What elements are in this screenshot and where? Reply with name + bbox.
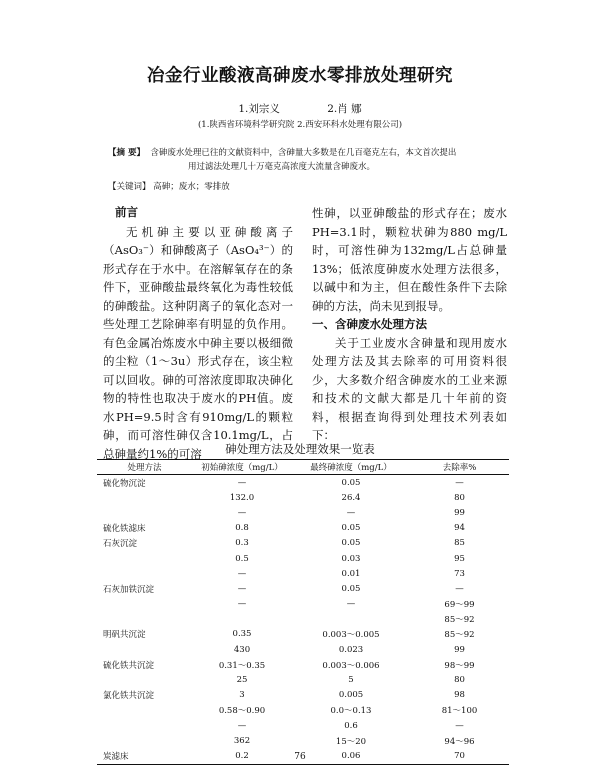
cell-initial: — bbox=[237, 477, 247, 488]
cell-method bbox=[97, 505, 192, 520]
cell-initial: — bbox=[237, 583, 247, 594]
cell-removal: 80 bbox=[454, 675, 465, 686]
cell-final: 0.003～0.005 bbox=[322, 630, 380, 641]
table-row bbox=[97, 597, 509, 612]
cell-removal: 85～92 bbox=[444, 615, 475, 626]
cell-final: 0.023 bbox=[338, 644, 364, 655]
cell-final: 0.06 bbox=[292, 748, 410, 764]
cell-initial: — bbox=[237, 507, 247, 518]
table-header-row bbox=[97, 460, 509, 475]
abstract bbox=[108, 146, 508, 174]
table-row bbox=[97, 551, 509, 566]
cell-removal: — bbox=[455, 583, 464, 594]
table-row bbox=[97, 718, 509, 733]
cell-removal: 98～99 bbox=[444, 660, 475, 671]
cell-final: 0.05 bbox=[341, 538, 361, 549]
table-title: 砷处理方法及处理效果一览表 bbox=[225, 442, 375, 456]
cell-removal: 73 bbox=[454, 568, 465, 579]
cell-removal: 95 bbox=[454, 553, 465, 564]
cell-final bbox=[292, 612, 410, 627]
authors bbox=[0, 101, 600, 116]
paper-title: 冶金行业酸液高砷废水零排放处理研究 bbox=[147, 66, 453, 86]
cell-final: 0.003～0.006 bbox=[322, 660, 380, 671]
cell-initial: 0.31～0.35 bbox=[218, 660, 266, 671]
table-row bbox=[97, 521, 509, 536]
cell-removal: 80 bbox=[454, 492, 465, 503]
cell-removal: 94～96 bbox=[444, 736, 475, 747]
cell-removal: 99 bbox=[454, 507, 465, 518]
cell-initial bbox=[192, 612, 292, 627]
cell-final: 0.0～0.13 bbox=[330, 706, 372, 717]
cell-initial: — bbox=[237, 720, 247, 731]
cell-removal: 85～92 bbox=[444, 630, 475, 641]
section-heading-intro: 前言 bbox=[115, 205, 138, 219]
table-row bbox=[97, 490, 509, 505]
cell-initial: 0.58～0.90 bbox=[218, 706, 266, 717]
cell-method bbox=[97, 642, 192, 657]
cell-initial: — bbox=[237, 599, 247, 610]
cell-final: 15～20 bbox=[335, 736, 367, 747]
keywords-text: 高砷；废水；零排放 bbox=[153, 182, 230, 192]
cell-initial: 362 bbox=[233, 735, 251, 746]
cell-method bbox=[97, 612, 192, 627]
table-row bbox=[97, 703, 509, 718]
cell-initial: 0.5 bbox=[235, 553, 249, 564]
right-column bbox=[312, 204, 507, 445]
cell-removal: 70 bbox=[410, 748, 509, 764]
cell-final: — bbox=[346, 599, 356, 610]
table-row bbox=[97, 475, 509, 491]
cell-initial: 3 bbox=[239, 690, 245, 701]
table-body bbox=[97, 475, 509, 765]
cell-final: — bbox=[346, 507, 356, 518]
abstract-line-1: 含砷废水处理已往的文献资料中，含砷量大多数是在几百毫克左右，本文首次提出 bbox=[150, 148, 457, 158]
cell-method: 石灰加铁沉淀 bbox=[103, 584, 155, 595]
cell-method bbox=[97, 703, 192, 718]
table-row bbox=[97, 581, 509, 596]
keywords bbox=[108, 180, 230, 192]
cell-final: 0.03 bbox=[341, 553, 361, 564]
table-row bbox=[97, 536, 509, 551]
cell-method bbox=[97, 566, 192, 581]
abstract-label: 【摘 要】 bbox=[108, 148, 145, 158]
cell-initial: 25 bbox=[236, 675, 248, 686]
cell-final: 26.4 bbox=[341, 492, 361, 503]
col-header-final: 最终砷浓度（mg/L） bbox=[292, 460, 410, 475]
cell-removal: 69～99 bbox=[444, 600, 475, 611]
cell-final: 0.05 bbox=[341, 477, 361, 488]
cell-final: 5 bbox=[348, 675, 354, 686]
table-row bbox=[97, 505, 509, 520]
col-header-method: 处理方法 bbox=[97, 460, 192, 475]
section-heading-methods: 一、含砷废水处理方法 bbox=[312, 317, 427, 331]
table-row bbox=[97, 627, 509, 642]
cell-method bbox=[97, 672, 192, 687]
cell-initial: — bbox=[237, 568, 247, 579]
page-number: 76 bbox=[294, 752, 306, 762]
cell-method bbox=[97, 490, 192, 505]
author-1: 1.刘宗义 bbox=[238, 103, 280, 115]
cell-removal: 98 bbox=[454, 690, 465, 701]
cell-initial: 0.8 bbox=[235, 523, 249, 534]
table-row bbox=[97, 688, 509, 703]
cell-initial: 430 bbox=[233, 644, 251, 655]
cell-method: 明矾共沉淀 bbox=[103, 630, 146, 641]
right-paragraph-2: 关于工业废水含砷量和现用废水处理方法及其去除率的可用资料很少，大多数介绍含砷废水的工业来源和技术的文献大都是几十年前的资料，根据查询得到处理技术列表如下： bbox=[312, 335, 507, 442]
right-paragraph-1: 性砷，以亚砷酸盐的形式存在；废水PH=3.1时，颗粒状砷为880 mg/L时，可溶性砷为132mg/L占总砷量13%；低浓度砷废水处理方法很多，以碱中和为主，但在酸性条件下去除砷的方法，尚未见到报导。 bbox=[312, 206, 507, 313]
cell-final: 0.005 bbox=[338, 690, 364, 701]
left-column bbox=[103, 204, 293, 463]
cell-final: 0.05 bbox=[341, 583, 361, 594]
arsenic-treatment-table bbox=[97, 459, 509, 765]
cell-method bbox=[97, 551, 192, 566]
table-row bbox=[97, 672, 509, 687]
cell-method bbox=[97, 718, 192, 733]
cell-method: 氯化铁共沉淀 bbox=[103, 691, 155, 702]
cell-initial: 0.3 bbox=[235, 538, 249, 549]
cell-removal: 81～100 bbox=[441, 706, 478, 717]
table-row bbox=[97, 612, 509, 627]
cell-method: 硫化物沉淀 bbox=[103, 478, 146, 489]
table-row bbox=[97, 657, 509, 672]
cell-initial: 132.0 bbox=[229, 492, 255, 503]
cell-final: 0.05 bbox=[341, 523, 361, 534]
abstract-line-2: 用过滤法处理几十万毫克高浓度大流量含砷废水。 bbox=[188, 162, 376, 172]
col-header-initial: 初始砷浓度（mg/L） bbox=[192, 460, 292, 475]
cell-initial: 0.35 bbox=[232, 629, 252, 640]
col-header-removal: 去除率% bbox=[410, 460, 509, 475]
cell-method: 硫化铁共沉淀 bbox=[103, 660, 155, 671]
cell-removal: — bbox=[455, 477, 464, 488]
cell-method bbox=[97, 597, 192, 612]
cell-removal: — bbox=[455, 720, 464, 731]
table-row bbox=[97, 642, 509, 657]
keywords-label: 【关键词】 bbox=[108, 182, 151, 192]
table-row bbox=[97, 566, 509, 581]
cell-initial: 0.2 bbox=[192, 748, 292, 764]
cell-method: 炭滤床 bbox=[97, 748, 192, 764]
cell-method bbox=[97, 733, 192, 748]
cell-final: 0.01 bbox=[341, 568, 361, 579]
cell-removal: 99 bbox=[454, 644, 465, 655]
cell-removal: 85 bbox=[454, 538, 465, 549]
cell-final: 0.6 bbox=[344, 720, 358, 731]
cell-method: 硫化铁滤床 bbox=[103, 524, 146, 535]
cell-removal: 94 bbox=[454, 523, 465, 534]
author-2: 2.肖 娜 bbox=[327, 103, 362, 115]
cell-method: 石灰沉淀 bbox=[103, 539, 138, 550]
table-row bbox=[97, 733, 509, 748]
affiliations: (1.陕西省环境科学研究院 2.西安环科水处理有限公司) bbox=[197, 120, 403, 130]
intro-paragraph: 无机砷主要以亚砷酸离子（AsO₃⁻）和砷酸离子（AsO₄³⁻）的形式存在于水中。在溶解氧存在的条件下，亚砷酸盐最终氧化为毒性较低的砷酸盐。这种阴离子的氧化态对一些处理工艺除砷率有明显的负作用。有色金属冶炼废水中砷主要以极细微的尘粒（1～3u）形式存在，该尘粒可以回收。砷的可溶浓度即取决砷化物的特性也取决于废水的PH值。废水PH=9.5时含有910mg/L的颗粒砷，而可溶性砷仅含10.1mg/L，占总砷量约1%的可溶 bbox=[103, 224, 293, 461]
